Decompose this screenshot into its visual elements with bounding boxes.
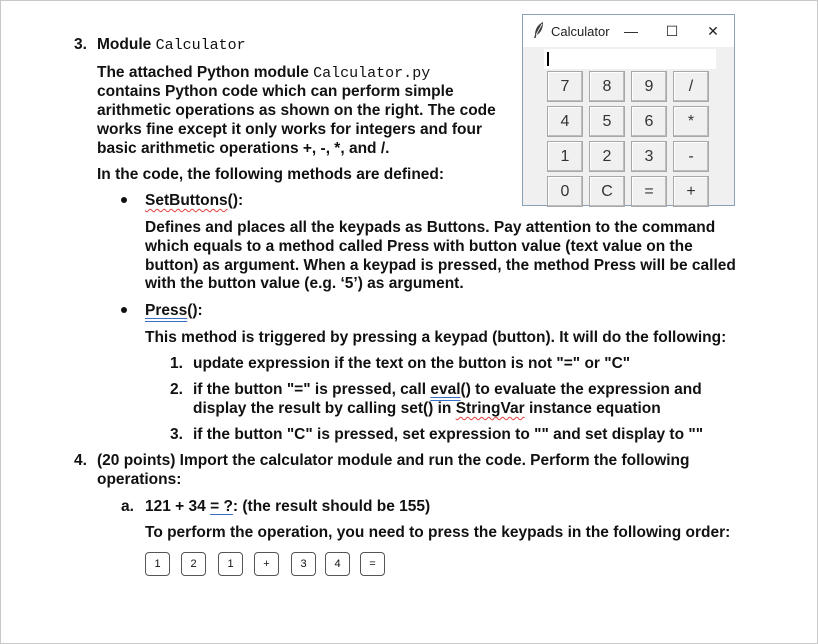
calc-key-minus[interactable]: - (673, 141, 709, 172)
q3-p1-line1: The attached Python module Calculator.py (97, 64, 431, 82)
q3-heading-code: Calculator (155, 37, 246, 54)
calc-key-4[interactable]: 4 (547, 106, 583, 137)
calc-key-6[interactable]: 6 (631, 106, 667, 137)
calculator-window (522, 14, 735, 206)
step3-text: if the button "C" is pressed, set expression to "" and set display to "" (193, 426, 704, 443)
bullet-dot (121, 307, 127, 313)
setbuttons-desc-4: with the button value (e.g. ‘5’) as argument. (145, 275, 464, 292)
q3-p1-line5: basic arithmetic operations +, -, *, and /. (97, 140, 390, 157)
calc-key-0[interactable]: 0 (547, 176, 583, 207)
setbuttons-desc-3: button) as argument. When a keypad is pressed, the method Press will be called (145, 257, 736, 274)
calc-key-plus[interactable]: + (673, 176, 709, 207)
calc-key-1[interactable]: 1 (547, 141, 583, 172)
step1-text: update expression if the text on the button is not "=" or "C" (193, 355, 631, 372)
keypad-box-1: 1 (218, 552, 243, 576)
bullet-dot (121, 197, 127, 203)
q3-p2: In the code, the following methods are defined: (97, 166, 445, 183)
feather-icon (533, 22, 545, 38)
calc-key-equals[interactable]: = (631, 176, 667, 207)
step2-number: 2. (170, 381, 183, 398)
calc-key-9[interactable]: 9 (631, 71, 667, 102)
calculator-display[interactable] (544, 49, 716, 69)
keypad-box-plus: + (254, 552, 279, 576)
maximize-button[interactable]: ☐ (665, 23, 679, 39)
step1-number: 1. (170, 355, 183, 372)
q3-heading: Module Calculator (97, 36, 246, 54)
setbuttons-desc-1: Defines and places all the keypads as Buttons. Pay attention to the command (145, 219, 716, 236)
calc-key-clear[interactable]: C (589, 176, 625, 207)
q3-p1-line2: contains Python code which can perform simple (97, 83, 454, 100)
calc-key-divide[interactable]: / (673, 71, 709, 102)
calc-key-2[interactable]: 2 (589, 141, 625, 172)
q4a-instruction: To perform the operation, you need to press the keypads in the following order: (145, 524, 731, 541)
keypad-box-equals: = (360, 552, 385, 576)
calculator-title: Calculator (551, 24, 610, 39)
minimize-button[interactable]: — (624, 23, 638, 39)
calc-key-multiply[interactable]: * (673, 106, 709, 137)
setbuttons-desc-2: which equals to a method called Press with button value (text value on the (145, 238, 693, 255)
step2-line1: if the button "=" is pressed, call eval() to evaluate the expression and (193, 381, 702, 398)
q4-line1: (20 points) Import the calculator module and run the code. Perform the following (97, 452, 690, 469)
module-filename: Calculator.py (313, 65, 431, 82)
q3-p1-line4: works fine except it only works for integers and four (97, 121, 482, 138)
calc-key-8[interactable]: 8 (589, 71, 625, 102)
calculator-titlebar[interactable] (523, 15, 734, 47)
step2-line2: display the result by calling set() in StringVar instance equation (193, 400, 661, 417)
q4a-text: 121 + 34 = ?: (the result should be 155) (145, 498, 431, 515)
keypad-box-1: 1 (145, 552, 170, 576)
method-press: Press(): (145, 302, 203, 319)
calc-key-7[interactable]: 7 (547, 71, 583, 102)
q4a-label: a. (121, 498, 134, 515)
press-desc: This method is triggered by pressing a keypad (button). It will do the following: (145, 329, 727, 346)
q3-p1-line3: arithmetic operations as shown on the right. The code (97, 102, 496, 119)
keypad-box-4: 4 (325, 552, 350, 576)
keypad-box-2: 2 (181, 552, 206, 576)
q4-line2: operations: (97, 471, 182, 488)
close-button[interactable]: ✕ (707, 23, 719, 39)
q3-number: 3. (74, 36, 87, 53)
q4-number: 4. (74, 452, 87, 469)
step3-number: 3. (170, 426, 183, 443)
text-cursor (547, 52, 549, 66)
keypad-box-3: 3 (291, 552, 316, 576)
calc-key-3[interactable]: 3 (631, 141, 667, 172)
calc-key-5[interactable]: 5 (589, 106, 625, 137)
method-setbuttons: SetButtons(): (145, 192, 244, 209)
